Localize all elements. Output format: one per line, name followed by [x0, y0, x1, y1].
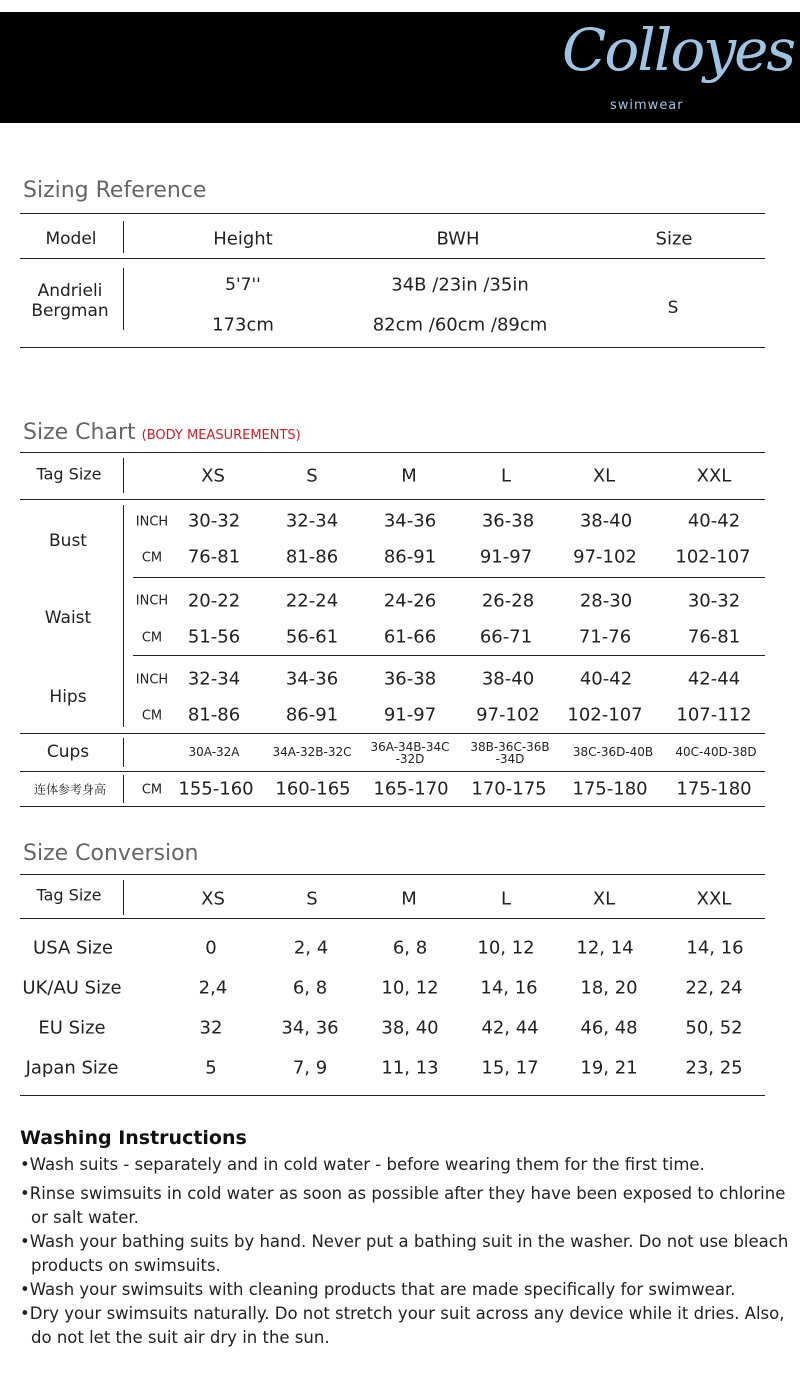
washing-instruction-item: •Dry your swimsuits naturally. Do not stretch your suit across any device while it dries. Also, do not let the suit air dry in the sun. — [20, 1304, 785, 1347]
model-size: S — [667, 298, 679, 318]
japan-size-value: 15, 17 — [481, 1057, 539, 1079]
usa-size-label: USA Size — [33, 937, 113, 959]
header-size: Size — [655, 228, 693, 250]
japan-size-value: 7, 9 — [292, 1057, 328, 1079]
size-header: XL — [592, 888, 616, 910]
cup-value: 36A-34B-34C -32D — [370, 740, 450, 766]
washing-instruction-item: •Wash suits - separately and in cold water - before wearing them for the first time. — [20, 1155, 705, 1174]
divider — [123, 738, 124, 767]
hips-cm-value: 86-91 — [285, 704, 339, 726]
unit-inch: INCH — [135, 593, 169, 609]
size-chart-title — [23, 420, 301, 445]
divider — [20, 733, 765, 734]
unit-inch: INCH — [135, 514, 169, 530]
waist-cm-value: 76-81 — [687, 626, 741, 648]
bust-cm-value: 97-102 — [573, 546, 637, 568]
waist-inch-value: 24-26 — [383, 590, 437, 612]
bust-inch-value: 30-32 — [187, 510, 241, 532]
usa-size-value: 10, 12 — [477, 937, 535, 959]
washing-instruction-item: •Wash your bathing suits by hand. Never put a bathing suit in the washer. Do not use bleach products on swimsuits. — [20, 1232, 789, 1275]
header-bwh: BWH — [436, 228, 480, 250]
divider — [20, 874, 765, 875]
hips-cm-value: 102-107 — [567, 704, 643, 726]
divider — [20, 499, 765, 500]
measure-label-bust: Bust — [49, 531, 87, 551]
sizing-reference-title: Sizing Reference — [23, 178, 207, 203]
usa-size-value: 6, 8 — [392, 937, 428, 959]
size-chart-subtitle: (BODY MEASUREMENTS) — [141, 428, 301, 443]
model-height-in: 5'7'' — [225, 275, 261, 295]
washing-instruction-item: •Rinse swimsuits in cold water as soon as possible after they have been exposed to chlorine or salt water. — [20, 1184, 786, 1227]
bust-cm-value: 102-107 — [675, 546, 751, 568]
usa-size-value: 2, 4 — [293, 937, 329, 959]
cups-label: Cups — [46, 742, 90, 762]
bust-inch-value: 34-36 — [383, 510, 437, 532]
unit-cm: CM — [141, 708, 163, 724]
height-value: 155-160 — [178, 778, 254, 800]
divider — [20, 258, 765, 259]
size-header: XXL — [696, 465, 732, 487]
cup-value: 38C-36D-40B — [572, 745, 654, 759]
divider — [20, 806, 765, 807]
eu-size-label: EU Size — [38, 1017, 106, 1039]
hips-inch-value: 38-40 — [481, 668, 535, 690]
japan-size-value: 11, 13 — [381, 1057, 439, 1079]
size-header: M — [401, 465, 417, 487]
bust-cm-value: 76-81 — [187, 546, 241, 568]
bust-inch-value: 40-42 — [687, 510, 741, 532]
eu-size-value: 42, 44 — [481, 1017, 539, 1039]
header-height: Height — [213, 228, 273, 250]
size-header: XS — [201, 465, 225, 487]
eu-size-value: 50, 52 — [685, 1017, 743, 1039]
bust-inch-value: 38-40 — [579, 510, 633, 532]
divider — [20, 213, 765, 214]
unit-cm: CM — [141, 782, 163, 798]
bust-cm-value: 81-86 — [285, 546, 339, 568]
size-header: XXL — [696, 888, 732, 910]
hips-cm-value: 91-97 — [383, 704, 437, 726]
height-value: 170-175 — [471, 778, 547, 800]
hips-inch-value: 42-44 — [687, 668, 741, 690]
size-header: L — [500, 465, 512, 487]
height-value: 165-170 — [373, 778, 449, 800]
height-reference-label: 连体参考身高 — [33, 782, 107, 797]
divider — [123, 221, 124, 253]
divider — [20, 347, 765, 348]
uk-au-size-label: UK/AU Size — [22, 977, 122, 999]
hips-cm-value: 107-112 — [676, 704, 752, 726]
uk-au-size-value: 22, 24 — [685, 977, 743, 999]
unit-cm: CM — [141, 630, 163, 646]
divider — [133, 577, 765, 578]
header-model: Model — [45, 229, 97, 249]
height-value: 160-165 — [275, 778, 351, 800]
size-chart-heading: Size Chart — [23, 420, 136, 445]
brand-logo: Colloyes — [562, 16, 795, 84]
size-header: S — [306, 465, 318, 487]
eu-size-value: 34, 36 — [281, 1017, 339, 1039]
uk-au-size-value: 6, 8 — [292, 977, 328, 999]
divider — [123, 505, 124, 727]
divider — [20, 452, 765, 453]
waist-inch-value: 20-22 — [187, 590, 241, 612]
brand-tagline: swimwear — [610, 98, 684, 113]
size-header: XL — [592, 465, 616, 487]
size-header: M — [401, 888, 417, 910]
divider — [123, 775, 124, 803]
bust-cm-value: 91-97 — [479, 546, 533, 568]
size-conversion-title: Size Conversion — [23, 841, 199, 866]
japan-size-value: 23, 25 — [685, 1057, 743, 1079]
model-name: Andrieli Bergman — [31, 281, 109, 321]
eu-size-value: 46, 48 — [580, 1017, 638, 1039]
uk-au-size-value: 2,4 — [198, 977, 228, 999]
model-height-cm: 173cm — [212, 314, 274, 336]
unit-cm: CM — [141, 550, 163, 566]
hips-cm-value: 97-102 — [476, 704, 540, 726]
size-header: XS — [201, 888, 225, 910]
japan-size-value: 5 — [205, 1057, 217, 1079]
size-header: L — [500, 888, 512, 910]
cup-value: 38B-36C-36B -34D — [470, 740, 550, 766]
washing-instructions-title: Washing Instructions — [20, 1127, 247, 1149]
waist-cm-value: 71-76 — [578, 626, 632, 648]
cup-value: 34A-32B-32C — [272, 745, 352, 759]
divider — [20, 918, 765, 919]
waist-cm-value: 51-56 — [187, 626, 241, 648]
unit-inch: INCH — [135, 672, 169, 688]
bust-cm-value: 86-91 — [383, 546, 437, 568]
divider — [123, 458, 124, 493]
japan-size-label: Japan Size — [25, 1057, 119, 1079]
model-bwh-in: 34B /23in /35in — [391, 274, 529, 296]
hips-inch-value: 40-42 — [579, 668, 633, 690]
waist-cm-value: 56-61 — [285, 626, 339, 648]
cup-value: 40C-40D-38D — [675, 745, 757, 759]
size-header: S — [306, 888, 318, 910]
waist-inch-value: 30-32 — [687, 590, 741, 612]
divider — [20, 771, 765, 772]
eu-size-value: 38, 40 — [381, 1017, 439, 1039]
waist-inch-value: 26-28 — [481, 590, 535, 612]
divider — [123, 880, 124, 915]
hips-inch-value: 34-36 — [285, 668, 339, 690]
measure-label-hips: Hips — [49, 687, 87, 707]
waist-cm-value: 66-71 — [479, 626, 533, 648]
uk-au-size-value: 10, 12 — [381, 977, 439, 999]
usa-size-value: 12, 14 — [576, 937, 634, 959]
divider — [133, 655, 765, 656]
waist-inch-value: 28-30 — [579, 590, 633, 612]
waist-cm-value: 61-66 — [383, 626, 437, 648]
height-value: 175-180 — [676, 778, 752, 800]
measure-label-waist: Waist — [44, 608, 92, 628]
divider — [20, 1095, 765, 1096]
washing-instruction-item: •Wash your swimsuits with cleaning products that are made specifically for swimwear. — [20, 1280, 736, 1299]
tag-size-label: Tag Size — [36, 885, 102, 905]
japan-size-value: 19, 21 — [580, 1057, 638, 1079]
cup-value: 30A-32A — [188, 745, 240, 759]
hips-inch-value: 36-38 — [383, 668, 437, 690]
waist-inch-value: 22-24 — [285, 590, 339, 612]
hips-cm-value: 81-86 — [187, 704, 241, 726]
hips-inch-value: 32-34 — [187, 668, 241, 690]
uk-au-size-value: 18, 20 — [580, 977, 638, 999]
model-bwh-cm: 82cm /60cm /89cm — [372, 314, 548, 336]
bust-inch-value: 36-38 — [481, 510, 535, 532]
usa-size-value: 0 — [205, 937, 217, 959]
height-value: 175-180 — [572, 778, 648, 800]
usa-size-value: 14, 16 — [686, 937, 744, 959]
bust-inch-value: 32-34 — [285, 510, 339, 532]
brand-banner — [0, 12, 800, 123]
tag-size-label: Tag Size — [36, 464, 102, 484]
uk-au-size-value: 14, 16 — [480, 977, 538, 999]
eu-size-value: 32 — [199, 1017, 223, 1039]
divider — [123, 268, 124, 330]
